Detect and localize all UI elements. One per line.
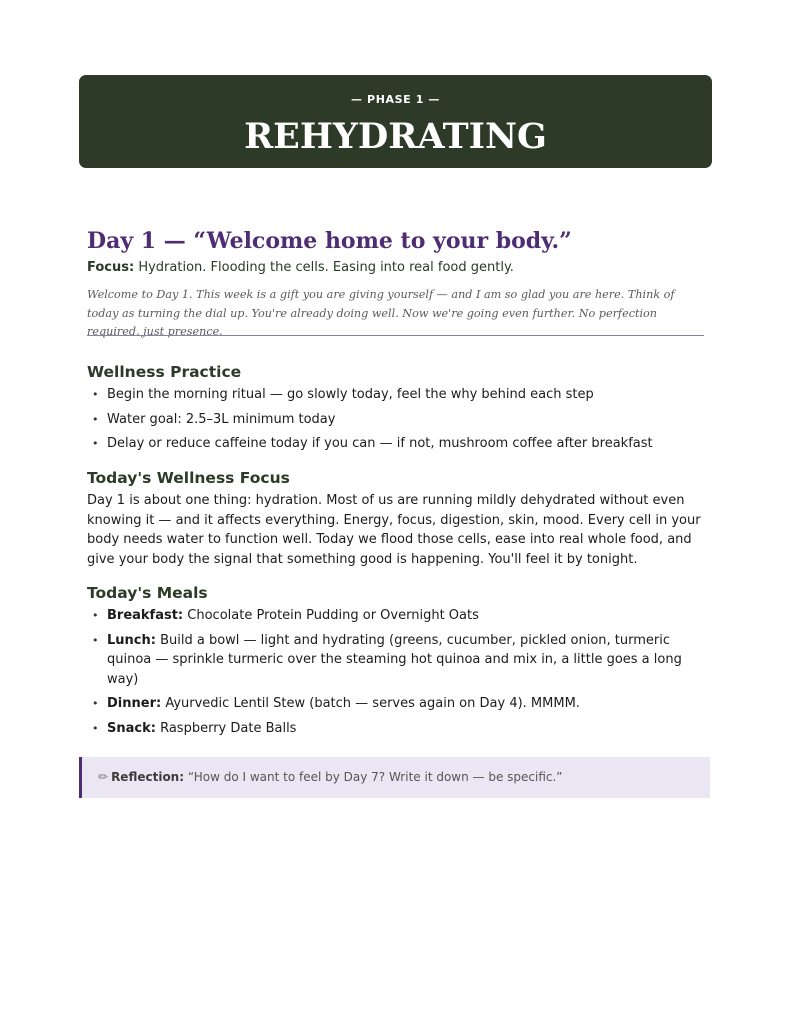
meal-item-snack [87, 719, 707, 739]
day-heading: Day 1 — “Welcome home to your body.” [87, 228, 572, 254]
intro-text: Welcome to Day 1. This week is a gift you are giving yourself — and I am so glad you are here. Think of today as turning the dial up. You're already doing well. Now we're going even further. No perfection required, just presence. [87, 288, 675, 338]
wellness-focus-heading: Today's Wellness Focus [87, 469, 290, 487]
phase-title: REHYDRATING [244, 116, 547, 157]
section-divider [87, 335, 704, 336]
meal-item-breakfast [87, 606, 707, 626]
list-item: • Water goal: 2.5–3L minimum today [87, 410, 707, 430]
focus-line [87, 259, 514, 277]
meals-list [87, 606, 707, 743]
meal-label: Lunch: [107, 632, 156, 648]
list-item: • Begin the morning ritual — go slowly today, feel the why behind each step [87, 385, 707, 405]
wellness-practice-list [87, 385, 707, 459]
focus-text: Hydration. Flooding the cells. Easing into real food gently. [138, 260, 514, 275]
reflection-label: Reflection: [111, 770, 185, 784]
reflection-text: “How do I want to feel by Day 7? Write it down — be specific.” [187, 770, 563, 784]
meal-text: Raspberry Date Balls [160, 720, 297, 736]
reflection-callout [79, 757, 710, 798]
meal-text: Ayurvedic Lentil Stew (batch — serves again on Day 4). MMMM. [165, 696, 580, 711]
meals-heading: Today's Meals [87, 584, 208, 602]
meal-label: Breakfast: [107, 608, 184, 623]
pencil-icon: ✏ [98, 770, 109, 784]
phase-banner [79, 75, 712, 168]
meal-item-lunch [87, 631, 707, 690]
meal-text: Chocolate Protein Pudding or Overnight Oats [187, 608, 479, 623]
phase-label: — PHASE 1 — [351, 93, 440, 106]
wellness-focus-text: Day 1 is about one thing: hydration. Most of us are running mildly dehydrated without even knowing it — and it affects everything. Energy, focus, digestion, skin, mood. Every cell in your body needs water to function well. Today we flood those cells, ease into real whole food, and give your body the signal that something good is happening. You'll feel it by tonight. [87, 493, 701, 567]
meal-item-dinner [87, 694, 707, 714]
meal-label: Snack: [107, 720, 156, 736]
meal-text: Build a bowl — light and hydrating (greens, cucumber, pickled onion, turmeric quinoa — sprinkle turmeric over the steaming hot quinoa and mix in, a little goes a long way) [107, 632, 682, 687]
wellness-practice-heading: Wellness Practice [87, 363, 242, 381]
meal-label: Dinner: [107, 696, 162, 711]
focus-label: Focus: [87, 260, 135, 275]
list-item: • Delay or reduce caffeine today if you can — if not, mushroom coffee after breakfast [87, 434, 707, 454]
